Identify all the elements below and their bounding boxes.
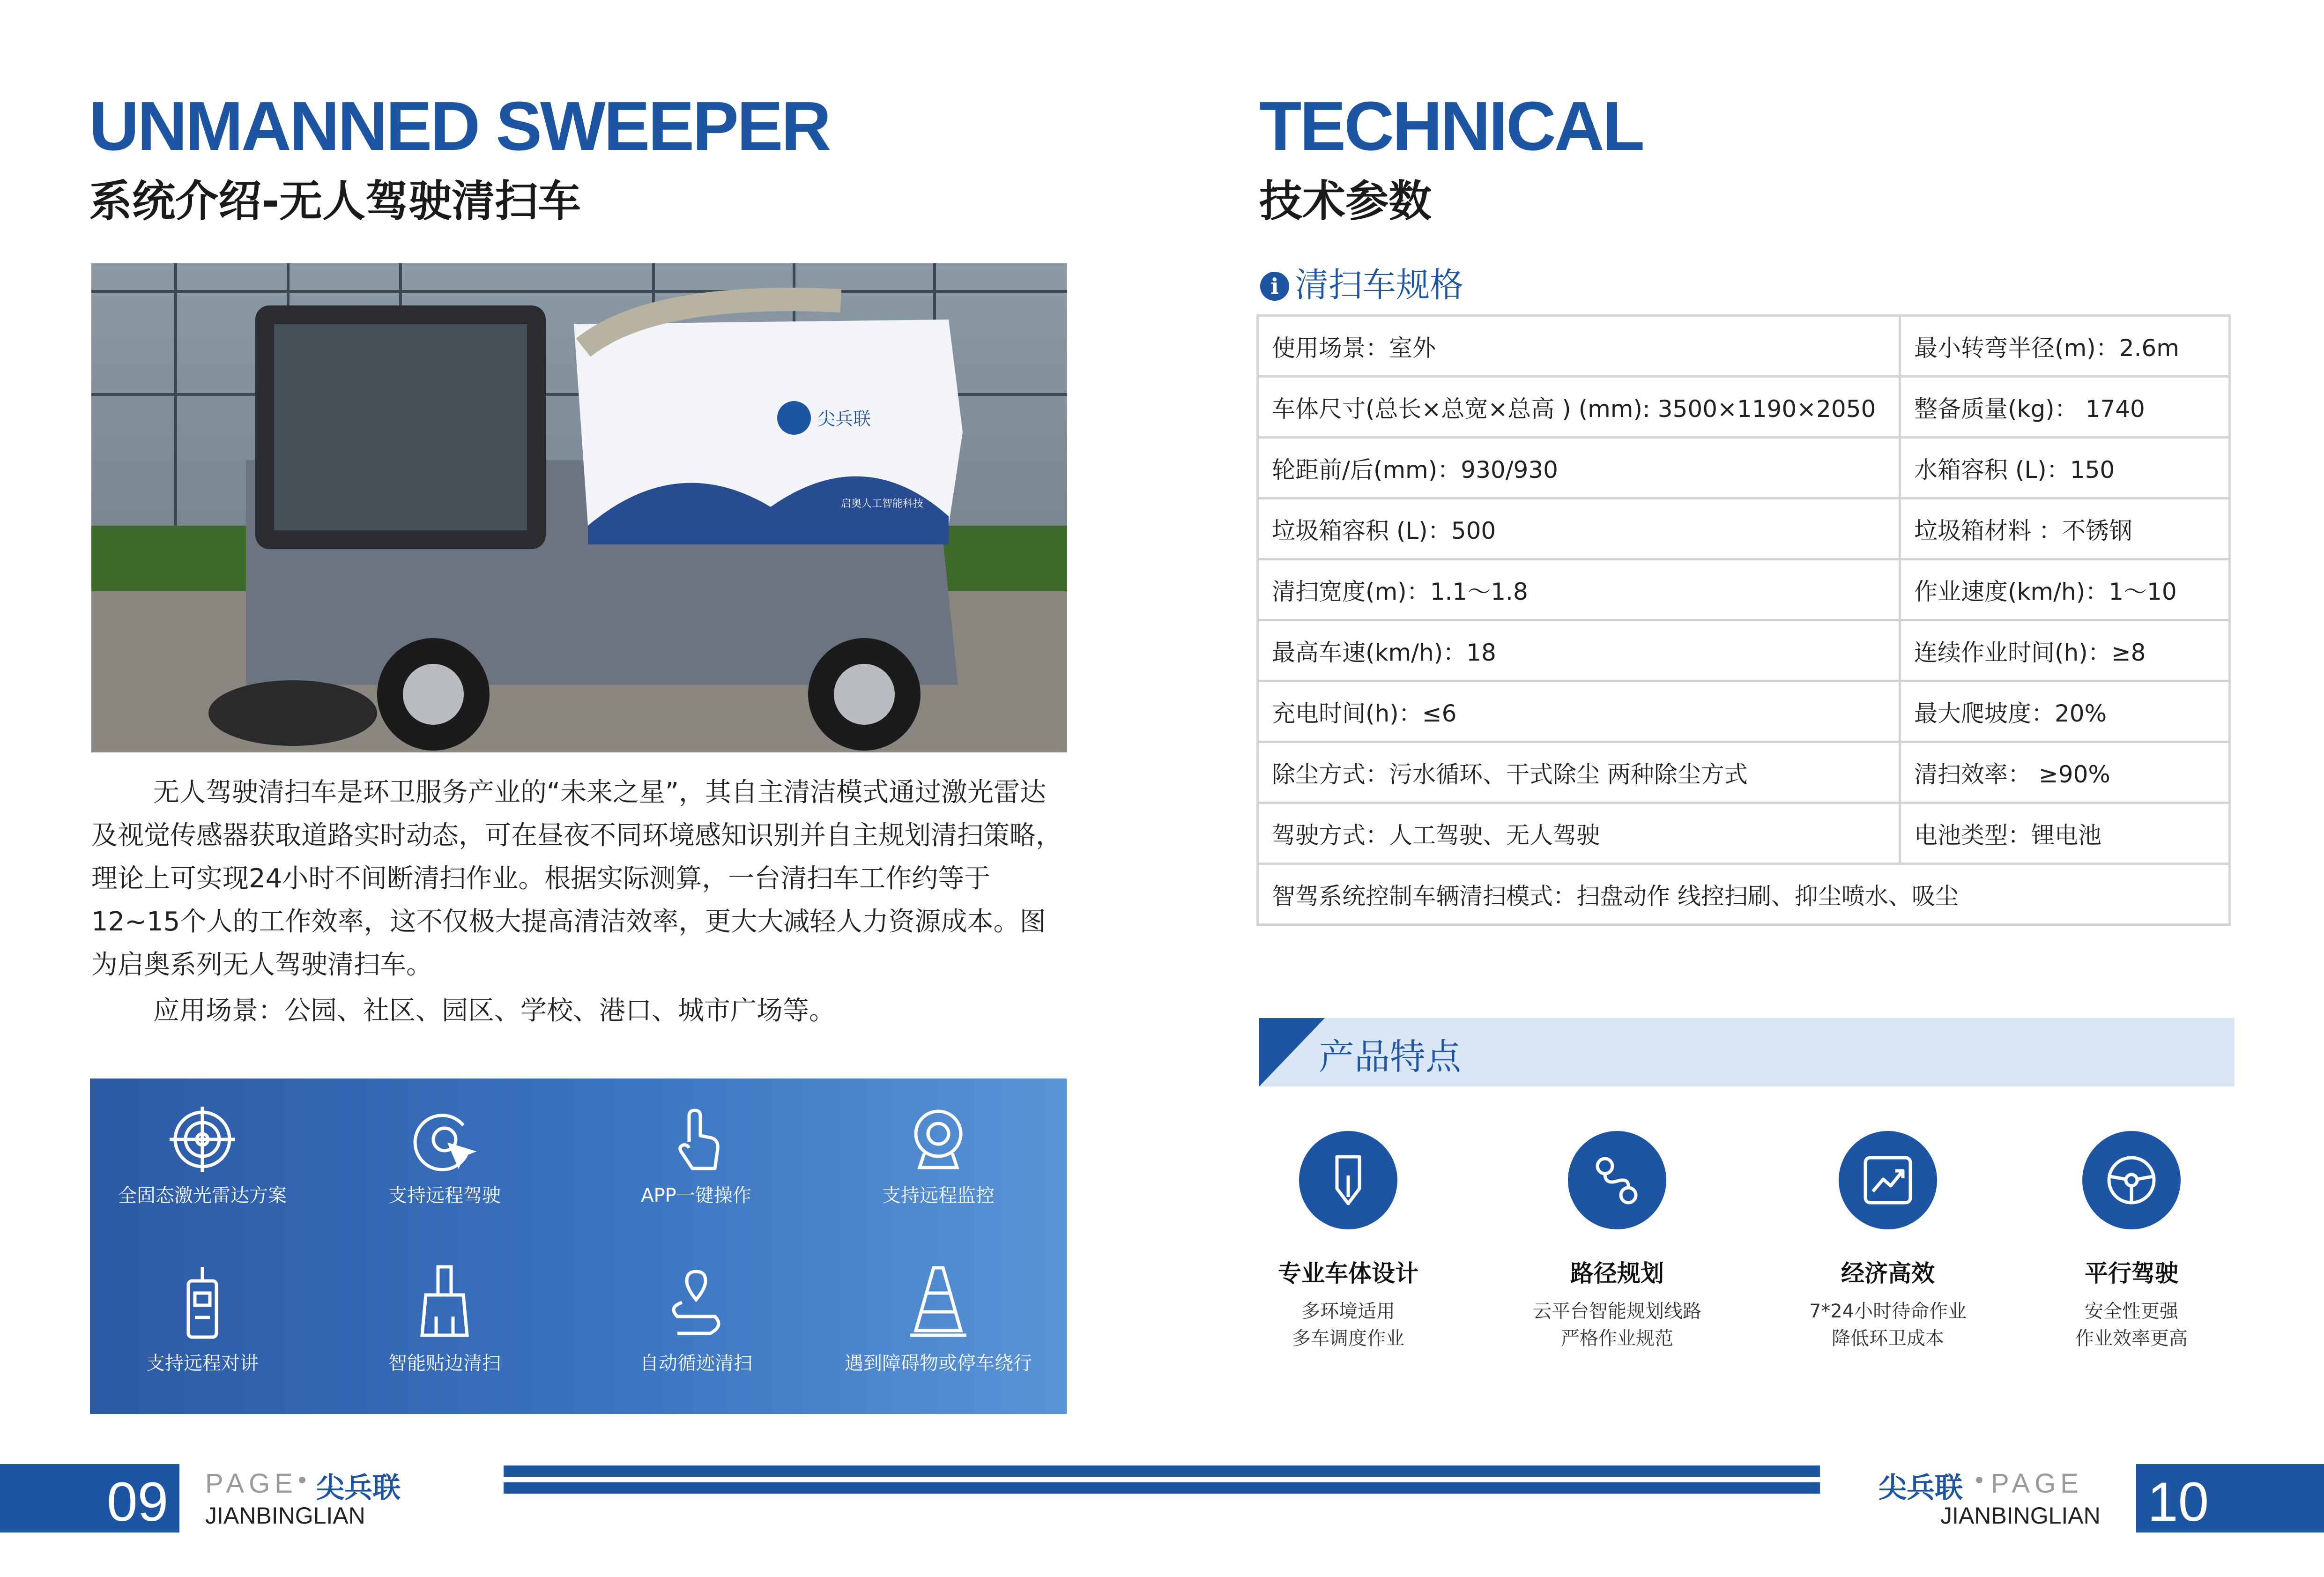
feature-label: 支持远程驾驶 <box>388 1185 501 1206</box>
broom-icon <box>412 1265 477 1340</box>
spec-cell: 轮距前/后(mm)：930/930 <box>1258 438 1900 498</box>
product-feature-line: 安全性更强 <box>2085 1301 2178 1322</box>
right-brand-en: JIANBINGLIAN <box>1940 1503 2101 1529</box>
spec-heading <box>1260 258 1463 306</box>
left-page-number: 09 <box>107 1471 169 1533</box>
camera-icon <box>906 1107 971 1172</box>
product-features-corner <box>1259 1018 1325 1086</box>
left-brand-en: JIANBINGLIAN <box>205 1503 365 1529</box>
left-page-word: PAGE <box>205 1468 297 1499</box>
product-feature-line: 7*24小时待命作业 <box>1809 1301 1967 1322</box>
product-feature-line: 作业效率更高 <box>2075 1328 2188 1349</box>
feature-label: 智能贴边清扫 <box>388 1353 501 1374</box>
feature-item <box>584 1107 809 1207</box>
right-page-number-block <box>2136 1464 2324 1532</box>
pen-nib-icon <box>1320 1152 1376 1208</box>
table-row <box>1258 681 2230 742</box>
feature-item <box>826 1265 1051 1375</box>
feature-label: 支持远程对讲 <box>146 1353 259 1374</box>
table-row <box>1258 316 2230 377</box>
product-feature-line: 多环境适用 <box>1301 1301 1395 1322</box>
product-feature <box>2010 1131 2253 1352</box>
sweeper-photo <box>91 263 1067 752</box>
spec-cell: 车体尺寸(总长×总宽×总高 ) (mm): 3500×1190×2050 <box>1258 377 1900 438</box>
right-page-word: PAGE <box>1991 1468 2083 1499</box>
spec-table <box>1256 314 2231 926</box>
spec-cell: 清扫宽度(m)：1.1～1.8 <box>1258 559 1900 620</box>
right-brand-cn: 尖兵联 <box>1879 1472 1963 1504</box>
lidar-target-icon <box>170 1107 235 1172</box>
tap-finger-icon <box>663 1107 729 1172</box>
feature-item <box>332 1265 557 1375</box>
table-row <box>1258 803 2230 864</box>
product-feature <box>1226 1131 1470 1352</box>
right-title-en: TECHNICAL <box>1259 88 1643 165</box>
route-icon <box>1589 1152 1645 1208</box>
table-row <box>1258 498 2230 559</box>
photo-company-text: 启奥人工智能科技 <box>841 498 924 510</box>
feature-label: 支持远程监控 <box>882 1185 995 1206</box>
feature-box <box>90 1079 1067 1414</box>
separator-dot <box>299 1477 305 1483</box>
feature-item <box>90 1107 315 1207</box>
spec-cell: 垃圾箱容积 (L)：500 <box>1258 498 1900 559</box>
feature-label: 遇到障碍物或停车绕行 <box>845 1353 1032 1374</box>
table-row <box>1258 438 2230 498</box>
table-row <box>1258 742 2230 803</box>
product-feature-title: 专业车体设计 <box>1278 1260 1418 1287</box>
spec-cell: 垃圾箱材料 ：不锈钢 <box>1900 498 2230 559</box>
info-icon: i <box>1260 272 1289 301</box>
product-feature <box>1766 1131 2010 1352</box>
intro-paragraph: 无人驾驶清扫车是环卫服务产业的“未来之星”，其自主清洁模式通过激光雷达及视觉传感器获取道路实时动态，可在昼夜不同环境感知识别并自主规划清扫策略，理论上可实现24小时不间断清扫作业。根据实际测算，一台清扫车工作约等于12~15个人的工作效率，这不仅极大提高清洁效率，更大大减轻人力资源成本。图为启奥系列无人驾驶清扫车。 <box>91 777 1062 980</box>
feature-label: 全固态激光雷达方案 <box>118 1185 287 1206</box>
left-page-number-block <box>0 1464 179 1532</box>
product-feature-line: 多车调度作业 <box>1292 1328 1404 1349</box>
left-title-en: UNMANNED SWEEPER <box>89 88 830 165</box>
spec-cell: 连续作业时间(h)：≥8 <box>1900 620 2230 681</box>
spec-cell: 驾驶方式：人工驾驶、无人驾驶 <box>1258 803 1900 864</box>
route-pin-icon <box>663 1265 729 1340</box>
photo-logo-text: 尖兵联 <box>817 409 871 429</box>
spec-cell: 除尘方式：污水循环、干式除尘 两种除尘方式 <box>1258 742 1900 803</box>
product-feature-title: 路径规划 <box>1570 1260 1664 1287</box>
feature-item <box>584 1265 809 1375</box>
spec-cell: 整备质量(kg)： 1740 <box>1900 377 2230 438</box>
spec-cell: 电池类型：锂电池 <box>1900 803 2230 864</box>
footer-stripe <box>504 1465 1820 1477</box>
walkie-talkie-icon <box>170 1265 235 1340</box>
spec-cell: 最大爬坡度：20% <box>1900 681 2230 742</box>
spec-cell: 智驾系统控制车辆清扫模式：扫盘动作 线控扫刷、抑尘喷水、吸尘 <box>1258 864 2230 925</box>
spec-cell: 作业速度(km/h)：1～10 <box>1900 559 2230 620</box>
footer-stripe <box>504 1482 1820 1494</box>
spec-heading-text: 清扫车规格 <box>1295 265 1464 305</box>
steering-wheel-icon <box>2103 1152 2160 1208</box>
separator-dot <box>1976 1477 1982 1483</box>
feature-item <box>826 1107 1051 1207</box>
spec-cell: 最小转弯半径(m)：2.6m <box>1900 316 2230 377</box>
product-features-title: 产品特点 <box>1319 1036 1461 1078</box>
table-row <box>1258 864 2230 925</box>
feature-item <box>90 1265 315 1375</box>
product-feature-line: 严格作业规范 <box>1561 1328 1673 1349</box>
left-brand-cn: 尖兵联 <box>316 1472 401 1504</box>
spec-cell: 清扫效率： ≥90% <box>1900 742 2230 803</box>
spec-cell: 使用场景：室外 <box>1258 316 1900 377</box>
spec-cell: 充电时间(h)：≤6 <box>1258 681 1900 742</box>
table-row <box>1258 559 2230 620</box>
product-feature-line: 降低环卫成本 <box>1832 1328 1944 1349</box>
left-title-cn: 系统介绍-无人驾驶清扫车 <box>89 176 581 226</box>
right-title-cn: 技术参数 <box>1259 176 1432 226</box>
traffic-cone-icon <box>906 1265 971 1340</box>
right-page-number: 10 <box>2147 1471 2209 1533</box>
feature-item <box>332 1107 557 1207</box>
trend-chart-icon <box>1860 1152 1916 1208</box>
product-feature-title: 平行驾驶 <box>2085 1260 2178 1287</box>
product-feature <box>1495 1131 1739 1352</box>
product-feature-line: 云平台智能规划线路 <box>1533 1301 1701 1322</box>
remote-drive-icon <box>412 1107 477 1172</box>
spec-cell: 水箱容积 (L)：150 <box>1900 438 2230 498</box>
feature-label: APP一键操作 <box>641 1185 751 1206</box>
spec-cell: 最高车速(km/h)：18 <box>1258 620 1900 681</box>
table-row <box>1258 377 2230 438</box>
feature-label: 自动循迹清扫 <box>640 1353 752 1374</box>
table-row <box>1258 620 2230 681</box>
application-paragraph: 应用场景：公园、社区、园区、学校、港口、城市广场等。 <box>153 996 835 1026</box>
product-feature-title: 经济高效 <box>1841 1260 1935 1287</box>
